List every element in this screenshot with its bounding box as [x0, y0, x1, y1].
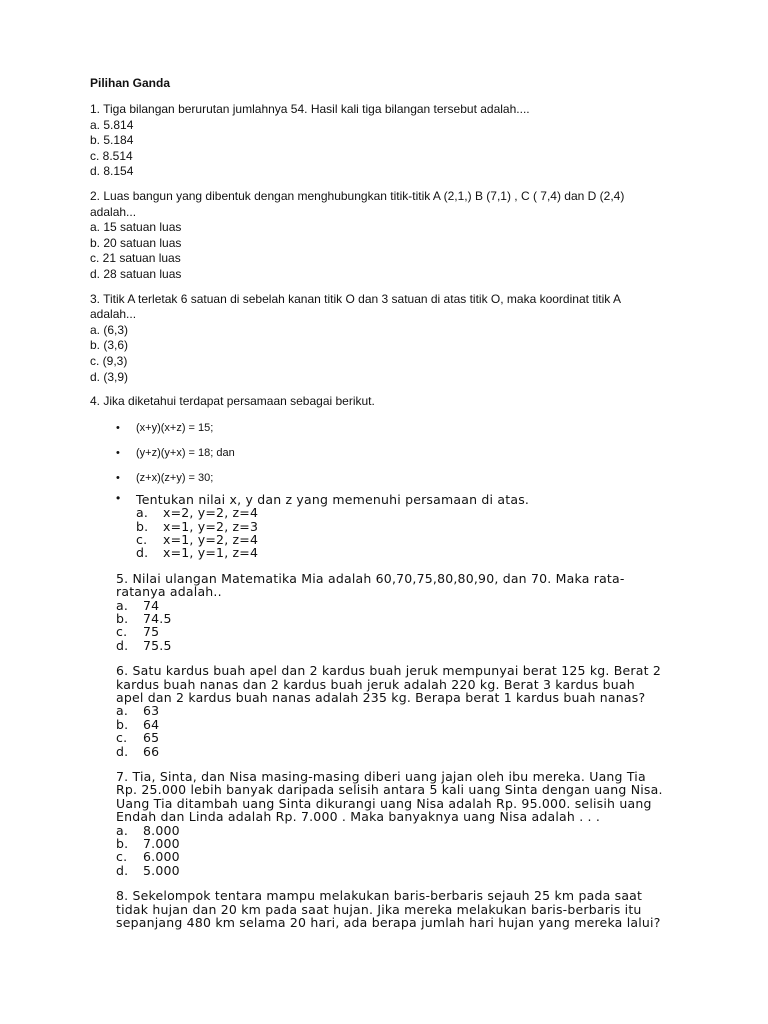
- question-6-option-d: [116, 745, 690, 758]
- option-letter: c.: [116, 624, 128, 640]
- option-letter: d.: [116, 743, 129, 759]
- question-2-stem-line-1: 2. Luas bangun yang dibentuk dengan menghubungkan titik-titik A (2,1,) B (7,1) , C ( 7,4) dan D (2,4): [90, 188, 625, 203]
- question-5-option-b: [116, 612, 690, 625]
- option-text: 74: [143, 597, 160, 613]
- option-text: 65: [143, 730, 160, 746]
- question-6-option-a: [116, 704, 690, 717]
- option-letter: a.: [116, 703, 129, 719]
- option-letter: b.: [116, 610, 129, 626]
- option-letter: d.: [136, 545, 149, 561]
- question-4-option-a: [136, 506, 690, 519]
- question-3-option-a: a. (6,3): [90, 322, 129, 337]
- question-3-stem-line-2: adalah...: [90, 307, 137, 322]
- option-text: 64: [143, 716, 160, 732]
- question-7-stem-line: Endah dan Linda adalah Rp. 7.000 . Maka banyaknya uang Nisa adalah . . .: [116, 809, 601, 825]
- question-8: [90, 889, 690, 929]
- question-4-ask: • Tentukan nilai x, y dan z yang memenuhi persamaan di atas.: [136, 491, 530, 507]
- equation-item: • (z+x)(z+y) = 30;: [90, 471, 690, 485]
- question-4-task: [90, 493, 690, 560]
- option-text: 75.5: [143, 637, 172, 653]
- option-text: x=1, y=2, z=3: [163, 518, 259, 534]
- question-2: [90, 189, 690, 283]
- equation-item: • (y+z)(y+x) = 18; dan: [90, 446, 690, 460]
- equation-list: [90, 421, 690, 485]
- question-1: [90, 102, 690, 180]
- question-5-stem-line-1: 5. Nilai ulangan Matematika Mia adalah 60,70,75,80,80,90, dan 70. Maka rata-: [116, 570, 625, 586]
- option-text: 75: [143, 624, 160, 640]
- question-6-option-c: [116, 731, 690, 744]
- question-6-option-b: [116, 718, 690, 731]
- question-7-option-d: [116, 864, 690, 877]
- question-4-option-b: [136, 520, 690, 533]
- option-letter: c.: [136, 531, 148, 547]
- question-1-option-d: d. 8.154: [90, 164, 134, 179]
- option-text: x=1, y=2, z=4: [163, 531, 259, 547]
- question-6-stem-line: 6. Satu kardus buah apel dan 2 kardus buah jeruk mempunyai berat 125 kg. Berat 2: [116, 663, 662, 679]
- question-2-option-b: b. 20 satuan luas: [90, 235, 182, 250]
- question-2-option-a: a. 15 satuan luas: [90, 220, 182, 235]
- question-1-option-b: b. 5.184: [90, 133, 134, 148]
- question-6: [90, 664, 690, 758]
- option-letter: b.: [136, 518, 149, 534]
- option-letter: a.: [116, 597, 129, 613]
- question-7: [90, 770, 690, 877]
- question-7-stem-line: Rp. 25.000 lebih banyak daripada selisih antara 5 kali uang Sinta dengan uang Nisa.: [116, 782, 663, 798]
- question-4-stem: 4. Jika diketahui terdapat persamaan sebagai berikut.: [90, 394, 375, 409]
- option-text: 74.5: [143, 610, 172, 626]
- page-title: Pilihan Ganda: [90, 76, 171, 90]
- option-letter: a.: [136, 505, 149, 521]
- question-5-stem-line-2: ratanya adalah..: [116, 584, 222, 600]
- option-letter: d.: [116, 862, 129, 878]
- question-8-stem-line: sepanjang 480 km selama 20 hari, ada berapa jumlah hari hujan yang mereka lalui?: [116, 915, 661, 931]
- option-letter: c.: [116, 730, 128, 746]
- question-7-option-a: [116, 824, 690, 837]
- option-text: 7.000: [143, 836, 180, 852]
- question-6-stem-line: kardus buah nanas dan 2 kardus buah jeruk adalah 220 kg. Berat 3 kardus buah: [116, 676, 635, 692]
- question-4-option-c: [136, 533, 690, 546]
- option-text: 6.000: [143, 849, 180, 865]
- option-text: x=1, y=1, z=4: [163, 545, 259, 561]
- option-text: 66: [143, 743, 160, 759]
- question-2-option-c: c. 21 satuan luas: [90, 251, 181, 266]
- question-8-stem-line: tidak hujan dan 20 km pada saat hujan. Jika mereka melakukan baris-berbaris itu: [116, 901, 642, 917]
- question-1-option-a: a. 5.814: [90, 117, 134, 132]
- question-1-stem: 1. Tiga bilangan berurutan jumlahnya 54. Hasil kali tiga bilangan tersebut adalah....: [90, 102, 530, 116]
- option-letter: a.: [116, 822, 129, 838]
- question-1-option-c: c. 8.514: [90, 148, 133, 163]
- option-text: 5.000: [143, 862, 180, 878]
- question-8-stem-line: 8. Sekelompok tentara mampu melakukan baris-berbaris sejauh 25 km pada saat: [116, 888, 643, 904]
- question-3-option-d: d. (3,9): [90, 369, 129, 384]
- option-letter: d.: [116, 637, 129, 653]
- question-3-stem-line-1: 3. Titik A terletak 6 satuan di sebelah kanan titik O dan 3 satuan di atas titik O, maka koordinat titik A: [90, 291, 621, 306]
- question-2-option-d: d. 28 satuan luas: [90, 266, 182, 281]
- question-5-option-c: [116, 625, 690, 638]
- equation-item: • (x+y)(x+z) = 15;: [90, 421, 690, 435]
- question-7-stem-line: Uang Tia ditambah uang Sinta dikurangi uang Nisa adalah Rp. 95.000. selisih uang: [116, 795, 652, 811]
- question-2-stem-line-2: adalah...: [90, 204, 137, 219]
- question-6-stem-line: apel dan 2 kardus buah nanas adalah 235 kg. Berapa berat 1 kardus buah nanas?: [116, 689, 646, 705]
- question-3-option-c: c. (9,3): [90, 353, 128, 368]
- question-3: [90, 292, 690, 386]
- question-7-option-c: [116, 850, 690, 863]
- question-4-option-d: [136, 546, 690, 559]
- question-4: [90, 394, 690, 485]
- document-page: [90, 76, 690, 941]
- option-text: 63: [143, 703, 160, 719]
- question-5-option-a: [116, 599, 690, 612]
- option-letter: b.: [116, 836, 129, 852]
- question-7-stem-line: 7. Tia, Sinta, dan Nisa masing-masing diberi uang jajan oleh ibu mereka. Uang Tia: [116, 769, 646, 784]
- option-letter: b.: [116, 716, 129, 732]
- question-3-option-b: b. (3,6): [90, 338, 129, 353]
- option-text: 8.000: [143, 822, 180, 838]
- question-5: [90, 572, 690, 652]
- question-7-option-b: [116, 837, 690, 850]
- question-5-option-d: [116, 639, 690, 652]
- option-letter: c.: [116, 849, 128, 865]
- option-text: x=2, y=2, z=4: [163, 505, 259, 521]
